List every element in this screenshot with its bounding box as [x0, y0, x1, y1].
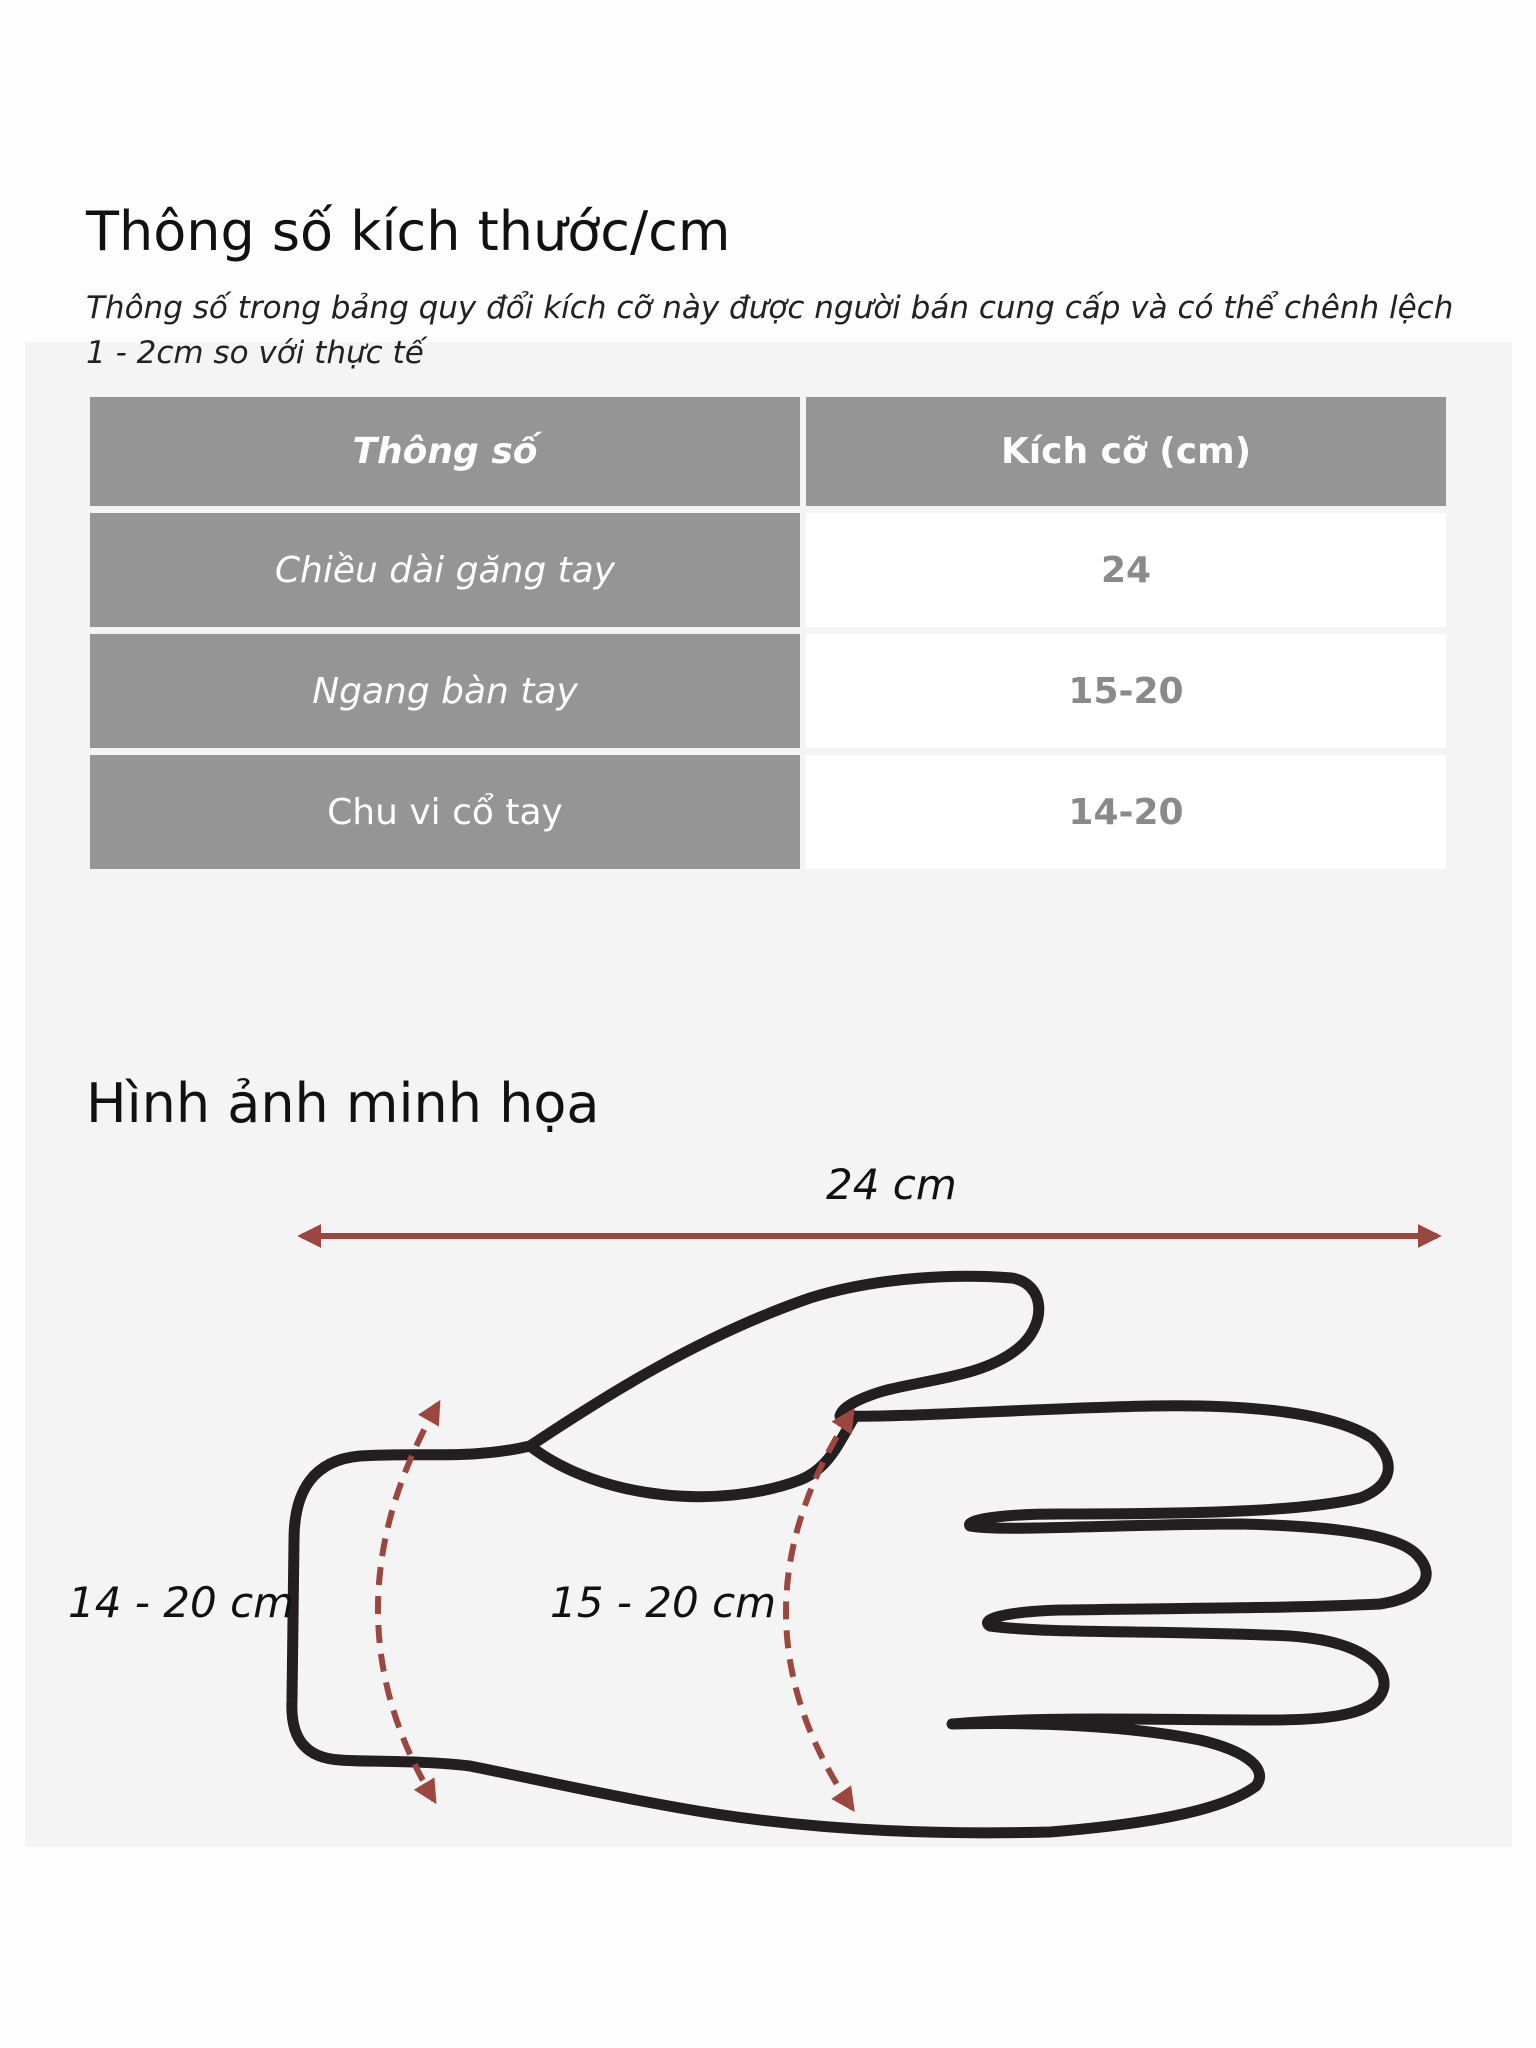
table-row-value: 14-20: [806, 755, 1446, 869]
glove-outline: [292, 1276, 1426, 1833]
page-subtitle: Thông số trong bảng quy đổi kích cỡ này được người bán cung cấp và có thể chênh lệch 1 - 2cm so với thực tế: [86, 290, 1454, 371]
table-row-label: Ngang bàn tay: [90, 634, 800, 748]
table-row-label: Chiều dài găng tay: [90, 513, 800, 627]
table-header-size: Kích cỡ (cm): [806, 397, 1446, 506]
illustration-title: Hình ảnh minh họa: [86, 1072, 600, 1135]
table-header-parameter: Thông số: [90, 397, 800, 506]
table-row-value: 15-20: [806, 634, 1446, 748]
wrist-arrow: [378, 1404, 438, 1800]
page-title: Thông số kích thước/cm: [86, 200, 731, 263]
wrist-circumference-label: 14 - 20 cm: [68, 1578, 295, 1627]
length-label: 24 cm: [826, 1160, 957, 1209]
table-row-label: Chu vi cổ tay: [90, 755, 800, 869]
palm-width-label: 15 - 20 cm: [550, 1578, 777, 1627]
table-row-value: 24: [806, 513, 1446, 627]
palm-arrow: [786, 1412, 852, 1808]
